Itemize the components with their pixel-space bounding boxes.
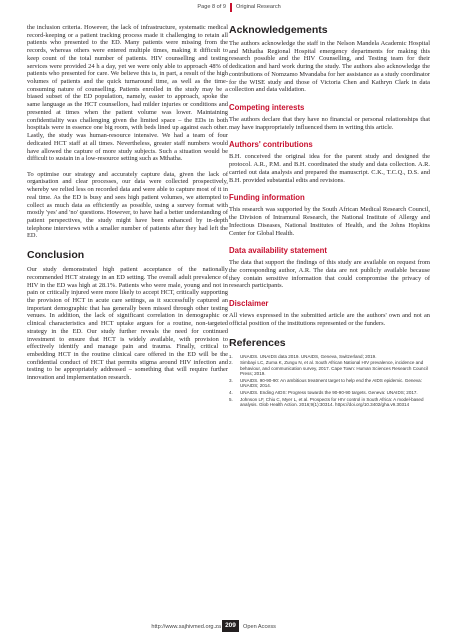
conclusion-text: Our study demonstrated high patient acceptance of the nationally recommended HCT strategy in an ED setting. The overall adult prevalence of HIV in the ED was high at 28.1%. Patients who were male, young and not in pain or critically injured were more likely to accept HCT, critically supporting the provision of HCT in acute care settings, as it successfully captured an important demographic that has generally been missed through other testing venues. In addition, the lack of significant correlation in demographic or clinical characteristics and HCT uptake argues for a routine, non-targeted strategy in the ED. Our study further reveals the need for continued investment to ensure that HCT is widely available, with provision to effectively identify and manage pain and trauma. Finally, critical to embedding HCT in the routine clinical care offered in the ED will be the confidential conduct of HCT that permits stigma around HIV infection and testing to be appropriately addressed – something that will require further innovation and implementation research.: [27, 266, 228, 382]
reference-item: 2. Simbayi LC, Zuma K, Zungu N, et al. South African National HIV prevalence, incidence and behaviour, and communication survey, 2017. Cape Town: Human Sciences Research Council Press; 2019.: [229, 360, 428, 377]
limitations-paragraph: the inclusion criteria. However, the lack of infrastructure, systematic medical record-keeping or a patient tracking process made it challenging to retain all patients who presented to the ED. Many patients were missing from the records, whereas others were entered multiple times, making it difficult to keep count of the total number of patients. HIV counselling and testing services were provided 24 h a day, yet we were only able to approach 48% of patients who presented for care. We believe this is, in part, a result of the high volumes of patients and the quick turnaround time, as well as the time-consuming nature of counselling. Patients enrolled in the study may be a biased subset of the ED population, namely, easier to approach, spoke the same language as the HCT counsellors, had milder injuries or conditions and presented at times when the patient volume was lower. Maintaining confidentiality was challenging given the limited space – the EDs in both hospitals were in essence one big room, with beds lined up against each other. Lastly, the study was human-resource intensive. We had a team of four dedicated HCT staff at all times. Nevertheless, greater staff numbers would have allowed the capture of more study subjects. Such a situation would be difficult to sustain in a low-resource setting such as Mthatha.: [27, 24, 228, 163]
left-column: [27, 24, 228, 382]
contributions-text: B.H. conceived the original idea for the parent study and designed the protocol. A.R., P.M. and B.H. coordinated the study and data collection. A.R. carried out data analysis and prepared the manuscript. C.K., T.C.Q., D.S. and B.H. provided substantial edits and revisions.: [229, 153, 430, 184]
right-column: [229, 24, 430, 409]
disclaimer-text: All views expressed in the submitted article are the authors' own and not an official position of the institutions represented or the funders.: [229, 312, 430, 327]
header-divider: [230, 3, 232, 12]
reference-item: 5. Johnson LF, Chiu C, Myer L, et al. Prospects for HIV control in South Africa: A model-based analysis. Glob Health Action. 2016;9(1):30314. https://doi.org/10.3402/gha.v9.30314: [229, 396, 424, 408]
disclaimer-heading: Disclaimer: [229, 299, 269, 309]
open-access-label: Open Access: [243, 624, 276, 630]
page-indicator: Page 8 of 9: [197, 4, 226, 10]
competing-interests-text: The authors declare that they have no financial or personal relationships that may have inappropriately influenced them in writing this article.: [229, 116, 430, 131]
section-label: Original Research: [236, 4, 281, 10]
page-header: [0, 0, 453, 16]
data-availability-text: The data that support the findings of this study are available on request from the corresponding author, A.R. The data are not publicly available because they contain sensitive information that could compromise the privacy of research participants.: [229, 259, 430, 290]
reference-list: [229, 354, 430, 408]
acknowledgements-text: The authors acknowledge the staff in the Nelson Mandela Academic Hospital and Mthatha Regional Hospital emergency departments for making this research possible and the HIV Counselling, and Testing team for their dedication and hard work during the study. The authors also acknowledge the contributions of Nomzamo Mvandaba for her assistance as a study coordinator for the WISE study and those of Victoria Chen and Kathryn Clark in data collection and data validation.: [229, 40, 430, 94]
contributions-heading: Authors' contributions: [229, 140, 313, 150]
page-number: 209: [222, 620, 239, 632]
acknowledgements-heading: Acknowledgements: [229, 24, 328, 36]
data-availability-heading: Data availability statement: [229, 246, 327, 256]
strategy-paragraph: To optimise our strategy and accurately capture data, given the lack of organisation and clear processes, our data were collected prospectively, whereby we relied less on recorded data and were able to capture most of it in real time. As the ED is busy and sees high patient volumes, we attempted to collect as much data as efficiently as possible, using a survey format with mostly 'yes' and 'no' questions. However, to have had a better understanding of patient perspectives, the study might have been enhanced by in-depth telephone interviews with a smaller number of patients after they had left the ED.: [27, 170, 228, 240]
funding-heading: Funding information: [229, 193, 305, 203]
journal-url-link[interactable]: http://www.sajhivmed.org.za: [151, 624, 221, 630]
page-footer: [0, 620, 453, 634]
reference-item: 3. UNAIDS. 90-90-90: An ambitious treatment target to help end the AIDS epidemic. Geneva: UNAIDS; 2014.: [229, 377, 422, 389]
reference-item: 4. UNAIDS. Ending AIDS: Progress towards the 90-90-90 targets. Geneva: UNAIDS; 2017.: [229, 390, 418, 396]
reference-item: 1. UNAIDS. UNAIDS data 2019. UNAIDS, Geneva, Switzerland; 2019.: [229, 353, 377, 359]
conclusion-heading: Conclusion: [27, 249, 85, 262]
funding-text: This research was supported by the South African Medical Research Council, the Division of Intramural Research, the National Institute of Allergy and Infectious Diseases, National Institutes of Health, and the Johns Hopkins Center for Global Health.: [229, 206, 430, 237]
references-heading: References: [229, 336, 286, 349]
competing-interests-heading: Competing interests: [229, 103, 305, 113]
